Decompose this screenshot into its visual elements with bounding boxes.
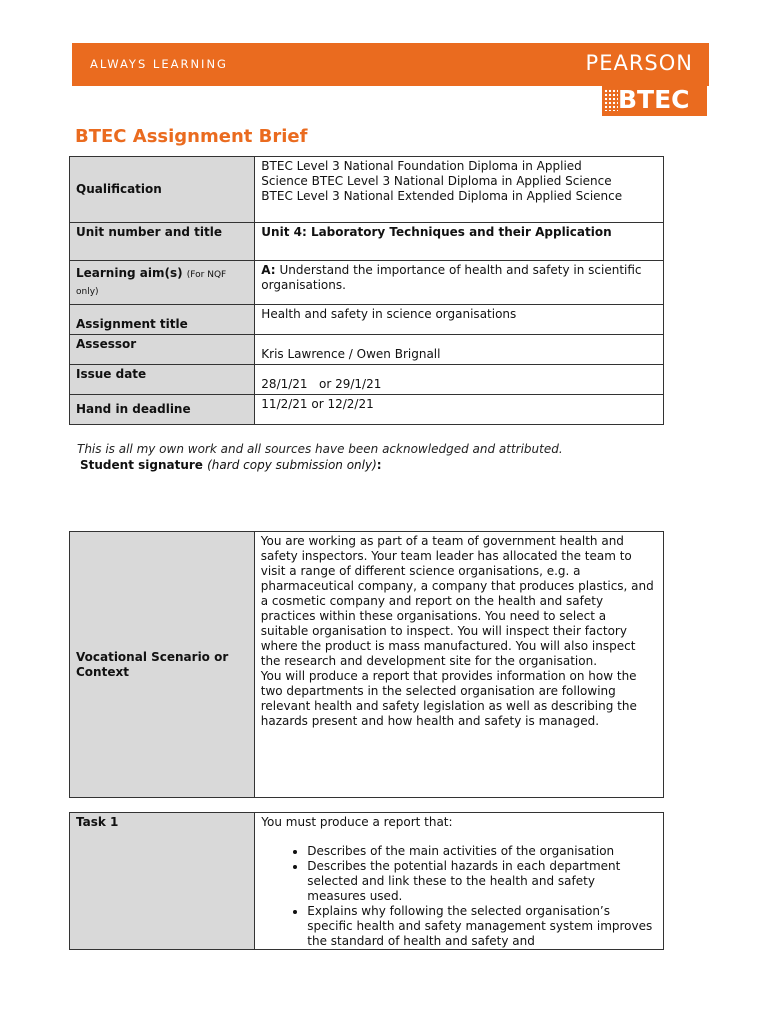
signature-colon: : [376, 458, 382, 472]
assignment-info-table [69, 156, 664, 425]
assessor-text: Kris Lawrence / Owen Brignall [261, 347, 441, 361]
issue-date-text: 28/1/21 or 29/1/21 [261, 377, 382, 391]
row-unit [70, 223, 664, 261]
issue-date-value [255, 365, 664, 395]
scenario-paragraph-2: You will produce a report that provides information on how the two departments in the selected organisation are following relevant health and safety legislation as well as describing the hazards present and how health and safety is managed. [260, 669, 637, 728]
learning-aim-note: (For NQF only) [76, 269, 227, 297]
document-title: BTEC Assignment Brief [75, 126, 308, 147]
task-1-item-1: • Describes of the main activities of the organisation [307, 844, 657, 859]
deadline-label [70, 395, 255, 425]
deadline-text: 11/2/21 or 12/2/21 [261, 397, 374, 411]
qualification-line-2: Science BTEC Level 3 National Diploma in Applied Science [261, 174, 612, 188]
deadline-value [255, 395, 664, 425]
row-deadline [70, 395, 664, 425]
btec-logo-text: BTEC [618, 85, 690, 114]
row-assignment-title [70, 305, 664, 335]
issue-date-label [70, 365, 255, 395]
scenario-value [254, 532, 663, 798]
learning-aim-text: Understand the importance of health and safety in scientific organisations. [261, 263, 642, 292]
scenario-label-text: Vocational Scenario or Context [76, 649, 229, 679]
task-1-item-3: • Explains why following the selected organisation’s specific health and safety management system improves the standard of health and safety and [307, 904, 657, 949]
learning-aim-value [255, 261, 664, 305]
task-1-list [261, 844, 657, 949]
task-1-label-text: Task 1 [76, 815, 119, 829]
row-scenario [70, 532, 664, 798]
unit-label [70, 223, 255, 261]
qualification-value [255, 157, 664, 223]
task-1-item-2: • Describes the potential hazards in each department selected and link these to the health and safety measures used. [307, 859, 657, 904]
pearson-banner [72, 43, 709, 86]
assignment-title-value [255, 305, 664, 335]
scenario-paragraph-1: You are working as part of a team of government health and safety inspectors. Your team leader has allocated the team to visit a range of different science organisations, e.g. a pharmaceutical company, a company that produces plastics, and a cosmetic company and report on the health and safety practices within these organisations. You need to select a suitable organisation to inspect. You will inspect their factory where the product is mass manufactured. You will also inspect the research and development site for the organisation. [260, 534, 654, 668]
learning-aim-label [70, 261, 255, 305]
row-issue-date [70, 365, 664, 395]
unit-value-text: Unit 4: Laboratory Techniques and their Application [261, 225, 612, 239]
row-task-1 [70, 813, 664, 950]
declaration-text: This is all my own work and all sources have been acknowledged and attributed. [77, 442, 563, 456]
qualification-label [70, 157, 255, 223]
assignment-title-label-text: Assignment title [76, 317, 188, 331]
task-1-value [255, 813, 664, 950]
task-1-label [70, 813, 255, 950]
row-qualification [70, 157, 664, 223]
scenario-table [69, 531, 664, 798]
unit-value [255, 223, 664, 261]
assessor-value [255, 335, 664, 365]
learning-aim-prefix: A: [261, 263, 276, 277]
deadline-label-text: Hand in deadline [76, 402, 191, 416]
btec-logo [602, 86, 707, 116]
scenario-label [70, 532, 255, 798]
qualification-label-text: Qualification [76, 182, 162, 196]
task-table [69, 812, 664, 950]
learning-aim-label-text: Learning aim(s) [76, 265, 183, 280]
row-learning-aim [70, 261, 664, 305]
pearson-brand: PEARSON [585, 51, 693, 75]
signature-note: (hard copy submission only) [207, 458, 377, 472]
row-assessor [70, 335, 664, 365]
btec-dots-icon [604, 89, 618, 111]
unit-label-text: Unit number and title [76, 225, 222, 239]
assignment-title-text: Health and safety in science organisations [261, 307, 517, 321]
assessor-label-text: Assessor [76, 337, 137, 351]
qualification-line-1: BTEC Level 3 National Foundation Diploma in Applied [261, 159, 582, 173]
student-signature [80, 458, 382, 472]
qualification-line-3: BTEC Level 3 National Extended Diploma in Applied Science [261, 189, 623, 203]
signature-label: Student signature [80, 458, 203, 472]
assignment-title-label [70, 305, 255, 335]
task-1-intro: You must produce a report that: [261, 815, 453, 829]
issue-date-label-text: Issue date [76, 367, 147, 381]
assessor-label [70, 335, 255, 365]
banner-tagline: ALWAYS LEARNING [90, 57, 228, 71]
